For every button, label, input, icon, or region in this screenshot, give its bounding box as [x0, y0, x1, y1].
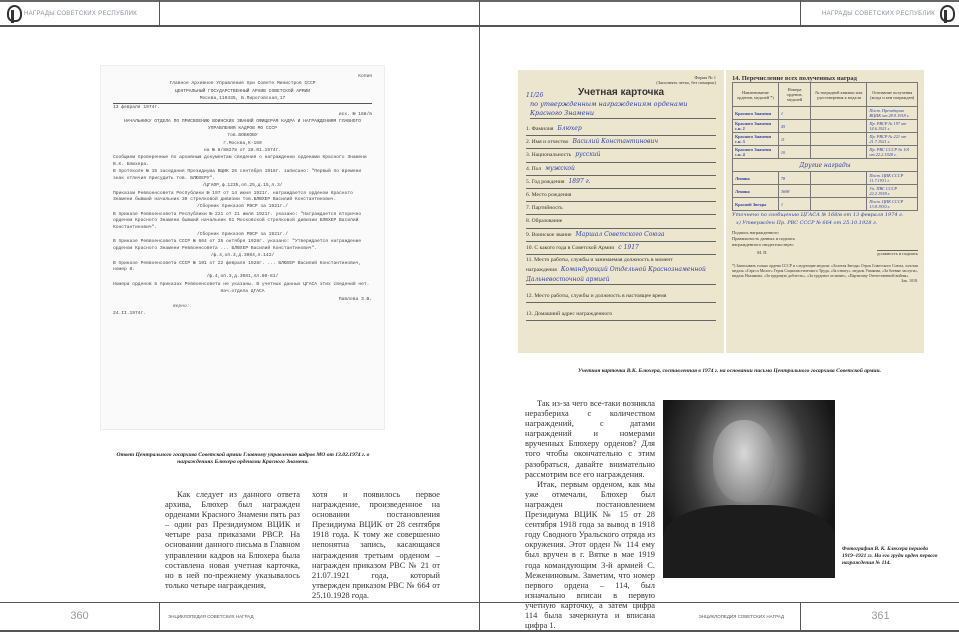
- header-left: [0, 0, 160, 27]
- card-title: Учетная карточка: [577, 87, 665, 98]
- other-awards-label: Другие награды: [733, 159, 918, 172]
- field-value: Василий Константинович: [572, 138, 659, 146]
- table-cell: Красного Знамени: [733, 107, 779, 120]
- letter-line: Приказом Реввоенсовета Республики № 197 от 14 июня 1921г. награждается орденом Красного Знамени бывший начальник 30 стрелковой дивизии тов.БЛЮХЕР Василий Константинович.: [113, 190, 353, 202]
- field-label: 13. Домашний адрес награжденного: [526, 311, 613, 318]
- card-field: [526, 163, 716, 176]
- table-cell: [811, 185, 867, 198]
- card-field: [526, 189, 716, 202]
- card-field: [526, 242, 716, 255]
- right-column: [525, 399, 655, 631]
- table-row: [733, 120, 918, 133]
- letter-line: /ф.4,оп.3,д.3081,лл.80-81/: [206, 274, 279, 280]
- field-label: 4. Пол: [526, 165, 542, 172]
- header-title-left: НАГРАДЫ СОВЕТСКИХ РЕСПУБЛИК: [24, 10, 138, 17]
- letter-line: /Сборник приказов РВСР за 1921г./: [197, 204, 288, 210]
- field-value: мужской: [545, 164, 575, 172]
- awards-section-title: 14. Перечисление всех полученных наград: [732, 75, 857, 82]
- letter-line: В приказе Реввоенсовета СССР № 664 от 25 октября 1928г. указано: "Утверждается награждение орденом Красного Знамени Реввоенсовета ... БЛЮХЕР Василий Константинович".: [113, 239, 362, 251]
- table-cell: [811, 120, 867, 133]
- table-cell: Ленина: [733, 172, 779, 185]
- letter-line: В протоколе № 15 заседания Президиума ВЦИК 28 сентября 1918г. записано: "Первый по времени знак отличия присудить тов. БЛЮХЕРУ".: [113, 169, 362, 181]
- table-cell: Красного Знамени с.н. 2: [733, 120, 779, 133]
- paragraph: Так из-за чего все-таки возникла неразбериха с количеством награждений, с датами награждений и номерами врученных Блюхеру орденов? Для того чтобы окончательно с этим разобраться, давайте внимательно рассмотрим все его награждения.: [525, 399, 655, 479]
- footer-title-left: ЭНЦИКЛОПЕДИЯ СОВЕТСКИХ НАГРАД: [168, 614, 254, 619]
- table-row: [733, 133, 918, 146]
- paragraph: Итак, первым орденом, как мы уже отмечали, Блюхер был награжден постановлением Президиума ВЦИК № 15 от 28 сентября 1918 года за вывод в 1918 году Сводного Уральского отряда из окружения. Этот орден № 114 ему был вручен в г. Вятке в мае 1919 года командующим 3-й армией С. Межениновым. Заметим, что номер первого ордена – 114, был изначально вписан в первую учетную карточку, а затем цифра 114 была зачеркнута и вписана цифра 1.: [525, 479, 655, 631]
- table-cell: Пост. ЦИК СССР 11.7.1931 г.: [867, 172, 918, 185]
- letter-line: на № 6/88278 от 28.01.1974г.: [203, 148, 282, 154]
- card-field: [526, 215, 716, 228]
- table-cell: Пр. РВС СССР № 101 от 22.2.1928 г.: [867, 146, 918, 159]
- table-cell: Красной Звезды: [733, 198, 779, 211]
- field-label: 7. Партийность: [526, 205, 563, 212]
- table-cell: [811, 198, 867, 211]
- letter-line: Главное Архивное Управление при Совете Министров СССР: [169, 81, 316, 87]
- table-row: [733, 107, 918, 120]
- field-value: русский: [575, 151, 601, 159]
- table-cell: Пост. ЦИК СССР 13.8.1930 г.: [867, 198, 918, 211]
- form-number: Форма № 1: [694, 75, 716, 80]
- field-label: 2. Имя и отчество: [526, 139, 569, 146]
- column-header: № наградной книжки или удостоверения к медали: [811, 83, 867, 107]
- card-field: [526, 229, 716, 242]
- table-cell: 1: [778, 198, 810, 211]
- letter-line: тов.БОБКОВУ: [227, 133, 258, 139]
- field-label: 5. Год рождения: [526, 178, 565, 185]
- record-card-back: [726, 70, 924, 353]
- card-field: [526, 308, 716, 321]
- field-label: 3. Национальность: [526, 152, 572, 159]
- table-cell: Ук. ПВС СССР 22.2.1938 г.: [867, 185, 918, 198]
- portrait-face: [713, 420, 775, 502]
- signature-label: Подпись награжденного: [732, 230, 779, 235]
- column-header: Номера орденов, медалей: [778, 83, 810, 107]
- table-cell: 78: [778, 172, 810, 185]
- field-label: 11. Место работы, службы и занимаемая должность в момент награждения: [526, 257, 673, 274]
- table-row: [733, 198, 918, 211]
- field-value: Командующий Отдельной Краснознаменной Дальневосточной армией: [526, 266, 706, 284]
- corner-handwriting: 11/26: [526, 92, 544, 99]
- letter-line: Сообщаем проверенные по архивным документам сведения о награждении орденами Красного Знамени В.К. Блюхера.: [113, 155, 367, 167]
- letter-line: НАЧАЛЬНИКУ ОТДЕЛА ПО ПРИСВОЕНИЮ ВОИНСКИХ ЗВАНИЙ ОФИЦЕРАМ КАДРА И НАГРАЖДЕНИЯМ ГЛАВНОГО УПРАВЛЕНИЯ КАДРОВ МО СССР: [123, 119, 362, 131]
- page-number-right: 361: [800, 602, 959, 630]
- field-value: Блюхер: [557, 125, 582, 132]
- letter-line: ЦЕНТРАЛЬНЫЙ ГОСУДАРСТВЕННЫЙ АРХИВ СОВЕТСКОЙ АРМИИ: [174, 88, 311, 94]
- field-label: 10. С какого года в Советской Армии: [526, 244, 615, 251]
- table-cell: 1: [778, 107, 810, 120]
- letter-line: г.Москва,К-160: [223, 140, 262, 146]
- form-note: (Заполнять четко, без помарок): [656, 80, 716, 85]
- header-right: [800, 0, 959, 27]
- card-footnote: *) Записывать только ордена СССР и следующие медали: «Золотая Звезда» Героя Советского Союза, золотая медаль «Серп и Молот» Героя Социалистического Труда, «За отвагу», медаль Ушакова, «За боевые заслуги», медаль Нахимова, «За трудовую доблесть», «За трудовое отличие», «Партизану Отечественной войны».: [732, 263, 918, 278]
- table-cell: [811, 107, 867, 120]
- field-value: с 1917: [618, 243, 639, 251]
- card-fields: [526, 123, 716, 321]
- left-column-2: [312, 490, 440, 601]
- page-spine: [479, 0, 480, 632]
- table-row: [733, 172, 918, 185]
- page-number-left: 360: [0, 602, 160, 630]
- correction-note: Уточнено по сообщению ЦГАСА № 168/в от 13 февраля 1974 г.: [732, 212, 904, 218]
- card-field: [526, 149, 716, 162]
- table-cell: Пр. РВСР № 197 от 14.6.1921 г.: [867, 120, 918, 133]
- left-column-1: [165, 490, 300, 591]
- photo-caption: Фотография В. К. Блюхера периода 1919–1921 гг. На его груди орден первого награждения № 114.: [842, 546, 938, 566]
- record-card-front: [518, 70, 724, 353]
- field-label: 6. Место рождения: [526, 192, 572, 199]
- stamp-place: М. П.: [757, 250, 768, 255]
- portrait-photo: [663, 400, 835, 578]
- card-field: [526, 202, 716, 215]
- table-row: [733, 146, 918, 159]
- letter-line: Москва,119435, Б.Пироговская,17: [113, 96, 372, 103]
- emblem-icon: [6, 4, 20, 24]
- table-cell: [811, 133, 867, 146]
- print-order: Зак. 1018.: [901, 278, 918, 283]
- emblem-icon: [939, 4, 953, 24]
- card-field: [526, 136, 716, 149]
- card-field: [526, 176, 716, 189]
- field-label: 9. Воинское звание: [526, 231, 572, 238]
- table-cell: Ленина: [733, 185, 779, 198]
- letter-line: /ЦГАОР,ф.1235,оп.25,д.15,л.3/: [202, 183, 283, 189]
- letter-line: Нач.отдела ЦГАСА: [220, 289, 265, 295]
- field-label: 1. Фамилия: [526, 126, 554, 132]
- field-value: Маршал Советского Союза: [575, 230, 665, 238]
- card-field: [526, 290, 716, 303]
- letter-line: /ф.4,оп.3,д.3084,л.142/: [210, 253, 275, 259]
- letter-line: Павлова З.В.: [338, 296, 372, 302]
- table-cell: [811, 146, 867, 159]
- column-header: Основание получения (когда и кем награжден): [867, 83, 918, 107]
- table-cell: Красного Знамени с.н. 4: [733, 146, 779, 159]
- field-value: 1897 г.: [568, 177, 591, 185]
- table-cell: 45: [778, 120, 810, 133]
- letter-line: исх. № 168/в: [338, 112, 372, 118]
- table-cell: Пр. РВСР № 221 от 21.7.1921 г.: [867, 133, 918, 146]
- footnote-handwriting: х) Утвержден Пр. РВС СССР № 664 от 25.10.1928 г.: [736, 220, 878, 226]
- letter-line: 13 февраля 1974г.: [113, 104, 160, 110]
- archive-letter-scan: [100, 65, 385, 430]
- letter-line: В приказе Реввоенсовета СССР № 101 от 22 февраля 1928г. ... БЛЮХЕР Василий Константинович, номер 8.: [113, 260, 362, 272]
- column-header: Наименование орденов, медалей *): [733, 83, 779, 107]
- card-field: [526, 255, 716, 285]
- letter-line: 24.II.1974г.: [113, 311, 147, 317]
- header-title-right: НАГРАДЫ СОВЕТСКИХ РЕСПУБЛИК: [821, 10, 935, 17]
- verify-label: Правильность данных и подпись награжденного свидетельствую:: [732, 236, 795, 247]
- field-label: 12. Место работы, службы и должность в настоящее время: [526, 293, 667, 300]
- field-label: 8. Образование: [526, 218, 563, 225]
- portrait-uniform: [663, 505, 835, 578]
- table-cell: 11: [778, 133, 810, 146]
- table-cell: [811, 172, 867, 185]
- letter-line: Номера орденов в приказах Реввоенсовета не указаны. В учетных данных ЦГАСА этих сведений нет.: [113, 281, 370, 287]
- awards-table: [732, 82, 918, 211]
- paragraph: хотя и появилось первое награждение, произведенное на основании постановления Президиума ВЦИК от 28 сентября 1918 года. К тому же совершенно непонятна запись, касающаяся награждения третьим орденом – награжден приказом РВС № 21 от 21.07.1921 года, который утвержден приказом РВС № 664 от 25.10.1928 года.: [312, 490, 440, 600]
- letter-line: В приказе Реввоенсовета Республики № 221 от 21 июля 1921г. указано: "Награждается вторично орденом Красного Знамени бывший начальник 51 Московской стрелковой дивизии БЛЮХЕР Василий Константинович".: [113, 211, 362, 230]
- table-cell: 10: [778, 146, 810, 159]
- table-row: [733, 185, 918, 198]
- paragraph: Как следует из данного ответа архива, Блюхер был награжден орденами Красного Знамени пять раз – один раз Президиумом ВЦИК и четыре раза приказами РВСР. На основании данного письма в Главном управлении кадров на Блюхера была составлена новая учетная карточка, но в ней по-прежнему указывалось только четыре награждения,: [165, 490, 300, 590]
- card-caption: Учетная карточка В.К. Блюхера, составленная в 1974 г. на основании письма Центрального госархива Советской армии.: [577, 368, 882, 374]
- letter-line: Копия: [358, 74, 372, 79]
- table-cell: Красного Знамени с.н. 3: [733, 133, 779, 146]
- table-cell: Пост. Президиума ВЦИК от 28.9.1918 г.: [867, 107, 918, 120]
- footer-title-right: ЭНЦИКЛОПЕДИЯ СОВЕТСКИХ НАГРАД: [698, 614, 784, 619]
- letter-line: /Сборник приказов РВСР за 1921г./: [197, 231, 288, 237]
- table-cell: 3698: [778, 185, 810, 198]
- post-label: должность и подпись: [877, 251, 918, 256]
- card-field: [526, 123, 716, 136]
- letter-caption: Ответ Центрального госархива Советской армии Главному управлению кадров МО от 13.02.1974 г. о награждениях Блюхера орденами Красного Знамени.: [116, 452, 370, 465]
- card-subtitle: по утвержденным награждениям орденами Красного Знамени: [530, 100, 716, 119]
- letter-line: верно:: [173, 304, 190, 309]
